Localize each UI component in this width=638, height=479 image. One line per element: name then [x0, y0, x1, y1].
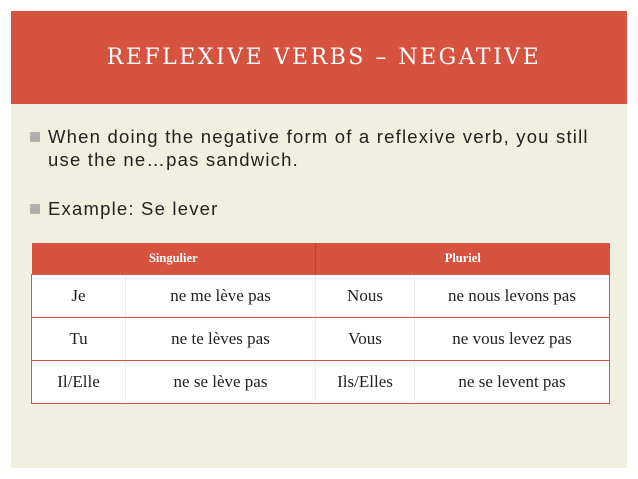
table-cell-verb: ne se lève pas: [126, 361, 316, 404]
bullet-square-icon: [30, 132, 40, 142]
table-header-row: [32, 243, 610, 275]
table-row: [32, 361, 610, 404]
bullet-square-icon: [30, 204, 40, 214]
table-row: [32, 275, 610, 318]
table-cell-verb: ne me lève pas: [126, 275, 316, 318]
bullet-list: [30, 125, 610, 220]
header-pluriel: Pluriel: [316, 243, 610, 275]
table-cell-pronoun: Je: [32, 275, 126, 318]
table-row: [32, 318, 610, 361]
title-bar: [11, 11, 627, 104]
bullet-item: [30, 197, 610, 220]
table-cell-pronoun: Nous: [316, 275, 415, 318]
table-cell-pronoun: Vous: [316, 318, 415, 361]
table-cell-verb: ne vous levez pas: [415, 318, 610, 361]
table-cell-verb: ne se levent pas: [415, 361, 610, 404]
table-cell-verb: ne te lèves pas: [126, 318, 316, 361]
conjugation-table: [31, 243, 610, 404]
bullet-text: When doing the negative form of a reflexive verb, you still use the ne…pas sandwich.: [48, 126, 589, 170]
table-cell-pronoun: Ils/Elles: [316, 361, 415, 404]
bullet-text: Example: Se lever: [48, 198, 219, 219]
header-singulier: Singulier: [32, 243, 316, 275]
slide-title: REFLEXIVE VERBS – NEGATIVE: [106, 45, 542, 70]
bullet-item: [30, 125, 610, 171]
slide: [11, 11, 627, 468]
table-cell-verb: ne nous levons pas: [415, 275, 610, 318]
table-cell-pronoun: Il/Elle: [32, 361, 126, 404]
table-cell-pronoun: Tu: [32, 318, 126, 361]
